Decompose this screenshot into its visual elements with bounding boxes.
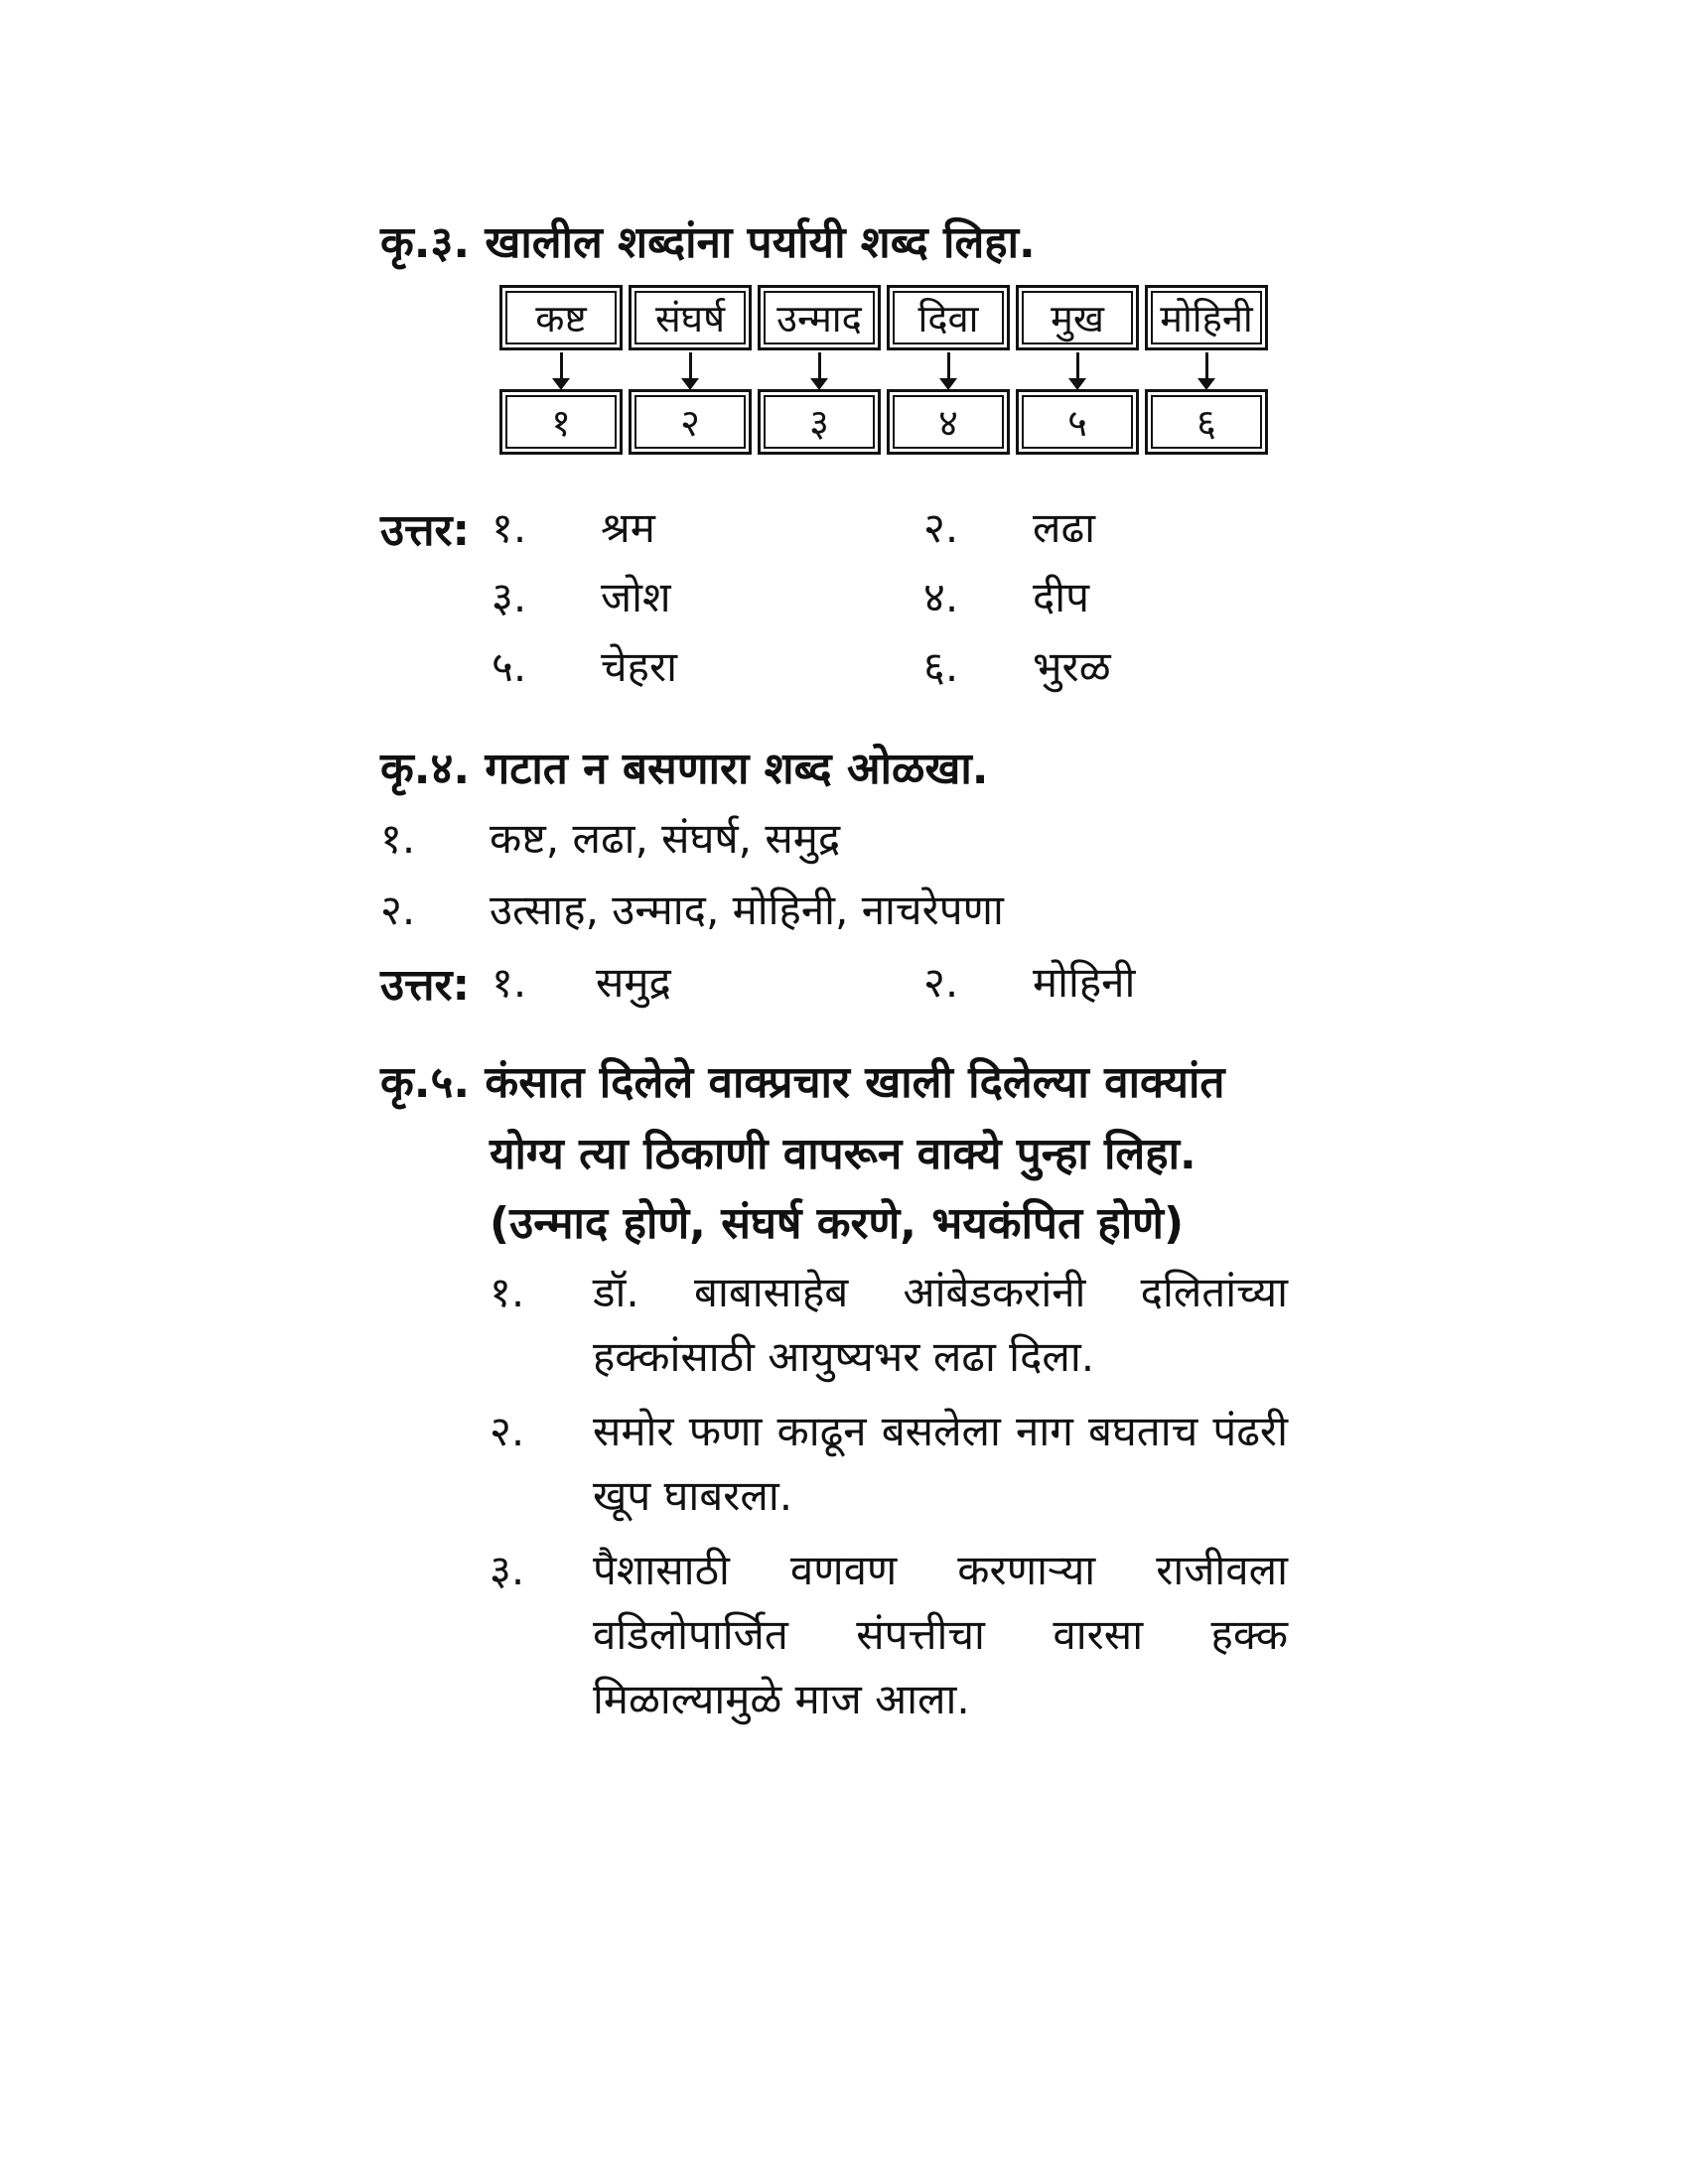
- q5-heading-line1: कृ.५. कंसात दिलेले वाक्प्रचार खाली दिलेल्या वाक्यांत: [380, 1057, 1225, 1108]
- q3-answer-text: चेहरा: [601, 642, 678, 691]
- word-box-label: मोहिनी: [1160, 297, 1253, 341]
- down-arrow-icon: [818, 352, 821, 380]
- word-box-label: संघर्ष: [654, 297, 726, 341]
- q5-item-line: मिळाल्यामुळे माज आला.: [593, 1675, 970, 1723]
- q3-answer-text: दीप: [1033, 573, 1090, 621]
- word-box-label: मुख: [1051, 297, 1104, 341]
- q4-answer-text: मोहिनी: [1033, 958, 1136, 1007]
- word-box-label: उन्माद: [776, 297, 862, 341]
- q5-item-num: २.: [490, 1407, 525, 1455]
- q4-item-text: उत्साह, उन्माद, मोहिनी, नाचरेपणा: [490, 886, 1004, 934]
- word-box-label: कष्ट: [535, 297, 587, 341]
- answer-box-number: ६: [1196, 401, 1216, 445]
- q3-answer-text: भुरळ: [1033, 642, 1111, 691]
- q3-answer-label: उत्तर:: [380, 505, 471, 556]
- q5-item-line: हक्कांसाठी आयुष्यभर लढा दिला.: [593, 1332, 1095, 1381]
- down-arrow-icon: [689, 352, 692, 380]
- word-box-2: [629, 285, 752, 350]
- q3-answer-num: ५.: [492, 642, 527, 691]
- answer-box-number: २: [680, 401, 700, 445]
- word-box-3: [758, 285, 881, 350]
- q3-heading: कृ.३. खालील शब्दांना पर्यायी शब्द लिहा.: [380, 217, 1036, 268]
- answer-box-1: [499, 389, 623, 455]
- q5-heading-line3: (उन्माद होणे, संघर्ष करणे, भयकंपित होणे): [490, 1198, 1185, 1249]
- answer-box-number: ३: [809, 401, 829, 445]
- down-arrow-icon: [1076, 352, 1079, 380]
- answer-box-5: [1016, 389, 1139, 455]
- q4-heading: कृ.४. गटात न बसणारा शब्द ओळखा.: [380, 744, 989, 794]
- q4-item-num: १.: [380, 814, 416, 863]
- word-box-6: [1145, 285, 1268, 350]
- answer-box-number: ४: [938, 401, 958, 445]
- word-box-4: [887, 285, 1010, 350]
- q5-item-line: वडिलोपार्जित संपत्तीचा वारसा हक्क: [593, 1610, 1288, 1659]
- q5-item-num: १.: [490, 1268, 525, 1316]
- answer-box-6: [1145, 389, 1268, 455]
- answer-box-3: [758, 389, 881, 455]
- q5-heading-line2: योग्य त्या ठिकाणी वापरून वाक्ये पुन्हा लिहा.: [490, 1129, 1196, 1179]
- answer-box-number: १: [551, 401, 571, 445]
- word-box-5: [1016, 285, 1139, 350]
- answer-box-number: ५: [1067, 401, 1087, 445]
- q3-answer-num: ४.: [923, 573, 959, 621]
- q4-item-text: कष्ट, लढा, संघर्ष, समुद्र: [490, 814, 841, 863]
- down-arrow-icon: [1205, 352, 1208, 380]
- q5-item-num: ३.: [490, 1546, 525, 1594]
- q3-answer-text: श्रम: [601, 503, 655, 552]
- word-box-1: [499, 285, 623, 350]
- q5-item-line: पैशासाठी वणवण करणाऱ्या राजीवला: [593, 1546, 1288, 1594]
- q3-answer-num: ६.: [923, 642, 959, 691]
- q4-answer-label: उत्तर:: [380, 960, 471, 1011]
- answer-box-4: [887, 389, 1010, 455]
- word-box-label: दिवा: [917, 297, 979, 341]
- down-arrow-icon: [560, 352, 563, 380]
- q5-item-line: खूप घाबरला.: [593, 1471, 793, 1520]
- q4-answer-text: समुद्र: [596, 958, 671, 1007]
- q4-answer-num: २.: [923, 958, 959, 1007]
- q3-answer-num: ३.: [492, 573, 527, 621]
- q5-item-line: समोर फणा काढून बसलेला नाग बघताच पंढरी: [593, 1407, 1288, 1455]
- down-arrow-icon: [947, 352, 950, 380]
- answer-box-2: [629, 389, 752, 455]
- q5-item-line: डॉ. बाबासाहेब आंबेडकरांनी दलितांच्या: [593, 1268, 1288, 1316]
- q3-answer-num: २.: [923, 503, 959, 552]
- q3-answer-text: जोश: [601, 573, 671, 621]
- q3-answer-num: १.: [492, 503, 527, 552]
- q3-answer-text: लढा: [1033, 503, 1096, 552]
- q4-answer-num: १.: [492, 958, 527, 1007]
- q4-item-num: २.: [380, 886, 416, 934]
